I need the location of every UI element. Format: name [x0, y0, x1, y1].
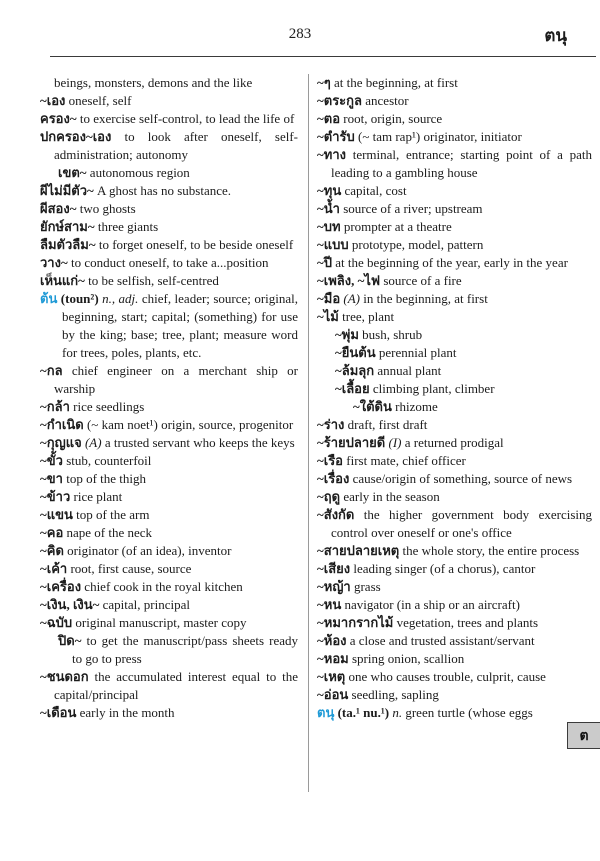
dictionary-entry [317, 218, 592, 236]
dictionary-entry [317, 650, 592, 668]
entry-term: ~บท [317, 219, 341, 234]
entry-term: ~สายปลายเหตุ [317, 543, 400, 558]
dictionary-entry [317, 254, 592, 272]
entry-definition: prompter at a theatre [343, 219, 452, 234]
entry-definition: originator (of an idea), inventor [67, 543, 232, 558]
entry-definition: rhizome [395, 399, 438, 414]
dictionary-entry [40, 614, 298, 632]
entry-term: ~ๆ [317, 75, 331, 90]
entry-term: ผีไม่มีตัว~ [40, 183, 94, 198]
entry-term: ~ฤดู [317, 489, 341, 504]
entry-term: ~เดือน [40, 705, 77, 720]
dictionary-entry [335, 380, 592, 398]
dictionary-entry [317, 596, 592, 614]
entry-definition: to exercise self-control, to lead the life of [79, 111, 295, 126]
entry-term: ตนุ [317, 705, 335, 720]
dictionary-entry [40, 200, 298, 218]
dictionary-entry [317, 578, 592, 596]
entry-part-of-speech: n., adj. [102, 291, 139, 306]
dictionary-entry [317, 632, 592, 650]
dictionary-entry [317, 416, 592, 434]
entry-definition: perennial plant [378, 345, 457, 360]
dictionary-entry [40, 218, 298, 236]
entry-definition: A ghost has no substance. [97, 183, 232, 198]
dictionary-entry [317, 272, 592, 290]
entry-definition: spring onion, scallion [351, 651, 465, 666]
entry-definition: top of the thigh [66, 471, 146, 486]
entry-definition: origin, source, progenitor [161, 417, 294, 432]
dictionary-entry [317, 308, 592, 326]
entry-definition: autonomous region [89, 165, 190, 180]
entry-definition: two ghosts [79, 201, 136, 216]
entry-term: ~มือ [317, 291, 341, 306]
entry-definition: vegetation, trees and plants [396, 615, 539, 630]
dictionary-entry [58, 632, 298, 668]
dictionary-entry [40, 668, 298, 704]
dictionary-entry [317, 236, 592, 254]
entry-term: ~ทาง [317, 147, 346, 162]
dictionary-entry [317, 488, 592, 506]
entry-definition: bush, shrub [362, 327, 423, 342]
entry-pronunciation: (~ kam noet¹) [86, 417, 158, 432]
entry-definition: root, origin, source [343, 111, 443, 126]
left-column [40, 74, 298, 792]
entry-term: ~เสียง [317, 561, 351, 576]
dictionary-entry [40, 362, 298, 398]
entry-term: ~ล้มลุก [335, 363, 375, 378]
entry-definition: to get the manuscript/pass sheets ready to go to press [72, 633, 299, 666]
entry-term: ~สังกัด [317, 507, 355, 522]
entry-definition: first mate, chief officer [346, 453, 466, 468]
entry-term: เขต~ [58, 165, 87, 180]
entry-term: ~เครื่อง [40, 579, 82, 594]
entry-term: ~ยืนต้น [335, 345, 376, 360]
entry-definition: at the beginning of the year, early in the year [335, 255, 568, 270]
dictionary-entry [317, 434, 592, 452]
entry-term: ~กุญแจ [40, 435, 82, 450]
entry-term: ~ทุน [317, 183, 342, 198]
entry-term: ~แขน [40, 507, 73, 522]
entry-term: ~ร่าง [317, 417, 345, 432]
entry-definition: chief engineer on a merchant ship or warship [54, 363, 298, 396]
dictionary-entry [40, 524, 298, 542]
entry-usage-flag: (I) [388, 435, 402, 450]
entry-term: ~เงิน, เงิน~ [40, 597, 100, 612]
entry-term: ~หน [317, 597, 342, 612]
headword-entry [40, 290, 298, 362]
entry-definition: oneself, self [68, 93, 132, 108]
guide-word: ตนุ [544, 26, 567, 45]
entry-term: ปกครอง~เอง [40, 129, 112, 144]
dictionary-entry [40, 272, 298, 290]
dictionary-entry [40, 236, 298, 254]
thumb-index-tab: ต [567, 722, 600, 749]
dictionary-entry [40, 254, 298, 272]
entry-part-of-speech: n. [392, 705, 403, 720]
entry-term: ~ตระกูล [317, 93, 363, 108]
entry-term: ~หญ้า [317, 579, 351, 594]
entry-definition: green turtle (whose eggs [405, 705, 533, 720]
dictionary-entry [317, 506, 592, 542]
entry-definition: prototype, model, pattern [351, 237, 484, 252]
entry-definition: to look after oneself, self-administration; autonomy [54, 129, 298, 162]
entry-term: ~เค้า [40, 561, 68, 576]
dictionary-entry [317, 668, 592, 686]
entry-term: ~ใต้ดิน [353, 399, 392, 414]
entry-term: ~ข้าว [40, 489, 71, 504]
entry-definition: beings, monsters, demons and the like [54, 75, 253, 90]
entry-definition: the accumulated interest equal to the capital/principal [54, 669, 298, 702]
dictionary-entry [317, 452, 592, 470]
entry-definition: tree, plant [342, 309, 395, 324]
page-number: 283 [288, 26, 312, 42]
entry-term: ผีสอง~ [40, 201, 77, 216]
dictionary-entry [40, 488, 298, 506]
entry-definition: one who causes trouble, culprit, cause [348, 669, 546, 684]
dictionary-entry [40, 452, 298, 470]
entry-term: เห็นแก่~ [40, 273, 85, 288]
entry-definition: in the beginning, at first [363, 291, 488, 306]
dictionary-entry [40, 398, 298, 416]
entry-term: ~ปี [317, 255, 333, 270]
dictionary-entry [317, 182, 592, 200]
entry-definition: a close and trusted assistant/servant [349, 633, 535, 648]
entry-term: ~เลื้อย [335, 381, 370, 396]
entry-pronunciation: (toun²) [60, 291, 99, 306]
entry-definition: a trusted servant who keeps the keys [104, 435, 295, 450]
entry-term: ~พุ่ม [335, 327, 359, 342]
dictionary-entry [58, 164, 298, 182]
entry-definition: capital, cost [344, 183, 407, 198]
entry-definition: stub, counterfoil [66, 453, 152, 468]
entry-usage-flag: (A) [343, 291, 360, 306]
entry-term: ต้น [40, 291, 58, 306]
dictionary-entry [317, 542, 592, 560]
entry-term: ~แบบ [317, 237, 349, 252]
dictionary-entry [40, 128, 298, 164]
entry-definition: original manuscript, master copy [75, 615, 247, 630]
entry-term: ~ห้อง [317, 633, 347, 648]
entry-term: ~ตำรับ [317, 129, 355, 144]
entry-term: ~เอง [40, 93, 66, 108]
dictionary-entry [317, 200, 592, 218]
dictionary-entry [317, 74, 592, 92]
entry-term: ~กล [40, 363, 63, 378]
entry-term: ~ตอ [317, 111, 341, 126]
entry-term: ~คอ [40, 525, 64, 540]
dictionary-entry [40, 470, 298, 488]
entry-definition: to forget oneself, to be beside oneself [98, 237, 294, 252]
dictionary-entry [317, 146, 592, 182]
dictionary-entry [40, 416, 298, 434]
dictionary-entry [40, 182, 298, 200]
entry-definition: early in the month [79, 705, 175, 720]
entry-definition: grass [353, 579, 381, 594]
dictionary-entry [353, 398, 592, 416]
entry-term: ~ชนดอก [40, 669, 89, 684]
dictionary-entry [317, 92, 592, 110]
entry-definition: source of a river; upstream [343, 201, 483, 216]
dictionary-entry [317, 290, 592, 308]
dictionary-entry [40, 578, 298, 596]
entry-term: ปิด~ [58, 633, 82, 648]
dictionary-entry [335, 362, 592, 380]
entry-definition: originator, initiator [423, 129, 522, 144]
dictionary-entry [317, 110, 592, 128]
entry-term: ~ไม้ [317, 309, 339, 324]
entry-definition: early in the season [343, 489, 440, 504]
entry-term: ครอง~ [40, 111, 77, 126]
entry-definition: ancestor [365, 93, 409, 108]
entry-term: ~คิด [40, 543, 64, 558]
entry-definition: at the beginning, at first [334, 75, 458, 90]
entry-definition: three giants [97, 219, 159, 234]
entry-term: ~เรื่อง [317, 471, 350, 486]
entry-definition: terminal, entrance; starting point of a path leading to a gambling house [331, 147, 592, 180]
entry-pronunciation: (~ tam rap¹) [358, 129, 421, 144]
entry-definition: chief, leader; source; original, beginning, start; capital; (something) for use by the king; base; tree, plant; measure word for trees, poles, plants, etc. [62, 291, 299, 360]
dictionary-entry [40, 596, 298, 614]
entry-term: ~อ่อน [317, 687, 349, 702]
entry-definition: root, first cause, source [70, 561, 192, 576]
dictionary-entry [40, 560, 298, 578]
dictionary-entry [335, 326, 592, 344]
dictionary-entry [317, 686, 592, 704]
header-rule [50, 56, 596, 57]
dictionary-entry [40, 506, 298, 524]
entry-definition: rice seedlings [73, 399, 145, 414]
entry-definition: the whole story, the entire process [402, 543, 580, 558]
entry-term: ~เพลิง, ~ไฟ [317, 273, 381, 288]
text-columns [40, 74, 592, 792]
entry-definition: climbing plant, climber [372, 381, 495, 396]
entry-term: ~ฉบับ [40, 615, 73, 630]
entry-term: ~กำเนิด [40, 417, 84, 432]
dictionary-entry [40, 704, 298, 722]
entry-term: ~ร้ายปลายดี [317, 435, 386, 450]
entry-definition: to be selfish, self-centred [88, 273, 219, 288]
column-divider [308, 74, 309, 792]
entry-definition: seedling, sapling [351, 687, 439, 702]
dictionary-entry [40, 110, 298, 128]
entry-term: ~เหตุ [317, 669, 346, 684]
entry-definition: chief cook in the royal kitchen [84, 579, 243, 594]
dictionary-entry [317, 470, 592, 488]
entry-definition: a returned prodigal [404, 435, 504, 450]
dictionary-entry [40, 434, 298, 452]
entry-definition: annual plant [377, 363, 442, 378]
entry-usage-flag: (A) [84, 435, 102, 450]
entry-term: ~ขา [40, 471, 63, 486]
entry-definition: source of a fire [383, 273, 462, 288]
entry-definition: leading singer (of a chorus), cantor [353, 561, 536, 576]
entry-definition: nape of the neck [66, 525, 153, 540]
entry-definition: capital, principal [102, 597, 190, 612]
entry-definition: draft, first draft [347, 417, 428, 432]
entry-definition: rice plant [73, 489, 123, 504]
entry-definition: top of the arm [76, 507, 150, 522]
dictionary-entry [40, 92, 298, 110]
entry-pronunciation: (ta.¹ nu.¹) [337, 705, 390, 720]
dictionary-entry [317, 560, 592, 578]
entry-term: ~หอม [317, 651, 349, 666]
entry-definition: to conduct oneself, to take a...position [70, 255, 269, 270]
headword-entry [317, 704, 592, 722]
dictionary-entry [317, 128, 592, 146]
dictionary-entry [40, 74, 298, 92]
entry-term: วาง~ [40, 255, 68, 270]
entry-definition: navigator (in a ship or an aircraft) [344, 597, 520, 612]
dictionary-entry [335, 344, 592, 362]
dictionary-entry [40, 542, 298, 560]
entry-term: ยักษ์สาม~ [40, 219, 95, 234]
entry-term: ~ขั้ว [40, 453, 63, 468]
right-column [317, 74, 592, 792]
dictionary-entry [317, 614, 592, 632]
entry-term: ~เรือ [317, 453, 343, 468]
entry-term: ลืมตัวลืม~ [40, 237, 96, 252]
entry-term: ~น้ำ [317, 201, 340, 216]
entry-definition: the higher government body exercising control over oneself or one's office [331, 507, 592, 540]
entry-definition: cause/origin of something, source of news [352, 471, 573, 486]
entry-term: ~กล้า [40, 399, 70, 414]
entry-term: ~หมากรากไม้ [317, 615, 394, 630]
